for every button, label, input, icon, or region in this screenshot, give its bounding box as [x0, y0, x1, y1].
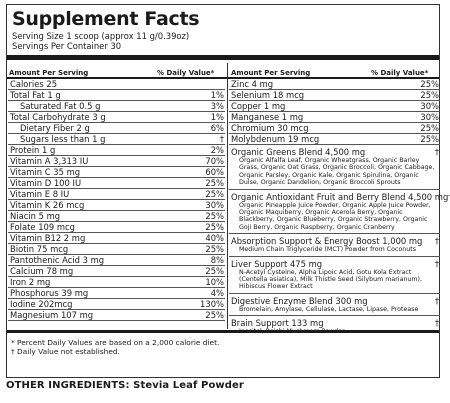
nutrient-dv: 6% [210, 123, 224, 133]
nutrient-name: Sugars less than 1 g [20, 134, 106, 144]
nutrient-name: Vitamin E 8 IU [10, 189, 70, 199]
blend-dv: † [434, 147, 439, 157]
nutrient-name: Copper 1 mg [231, 101, 286, 111]
footer-rule [7, 330, 439, 333]
footnote-daily-value: * Percent Daily Values are based on a 2,000 calorie diet. [11, 338, 220, 347]
blend-block [229, 145, 440, 190]
nutrient-dv: 25% [205, 266, 224, 276]
serving-size: Serving Size 1 scoop (approx 11 g/0.39oz) [12, 31, 190, 41]
nutrient-row [8, 200, 225, 211]
nutrient-name: Vitamin K 26 mcg [10, 200, 85, 210]
blend-name: Liver Support 475 mg [231, 258, 323, 269]
blend-ingredients: Bromelain, Amylase, Cellulase, Lactase, Lipase, Protease [239, 305, 419, 313]
nutrient-dv: 10% [205, 277, 224, 287]
blend-header [231, 318, 439, 328]
nutrient-row [8, 90, 225, 101]
nutrient-dv: 25% [420, 123, 439, 133]
nutrient-row [8, 277, 225, 288]
nutrient-row [229, 134, 440, 145]
nutrient-dv: 25% [420, 134, 439, 144]
nutrient-row [8, 134, 225, 145]
nutrient-name: Pantothenic Acid 3 mg [10, 255, 105, 265]
nutrient-row [8, 288, 225, 299]
nutrient-dv: 25% [420, 79, 439, 89]
nutrient-dv: 25% [205, 222, 224, 232]
blend-ingredients: Organic Alfalfa Leaf, Organic Wheatgrass, Organic Barley Grass, Organic Oat Grass, Organic Broccoli, Organic Cabbage, Organic Parsley, Organic Kale, Organic Spirulina, Organic Dulse, Organic Dandelion, Organic Broccoli Sprouts [239, 157, 435, 187]
nutrient-name: Total Fat 1 g [10, 90, 61, 100]
nutrient-name: Calories 25 [10, 79, 58, 89]
blend-name: Digestive Enzyme Blend 300 mg [231, 295, 368, 306]
nutrient-row [229, 101, 440, 112]
nutrient-name: Saturated Fat 0.5 g [20, 101, 101, 111]
blend-block [229, 294, 440, 316]
blend-dv: † [434, 236, 439, 247]
blend-ingredients: Medium Chain Triglyceride (MCT) Powder from Coconuts [239, 246, 417, 254]
nutrient-row [229, 79, 440, 90]
nutrient-row [229, 112, 440, 123]
nutrient-dv: 1% [210, 90, 224, 100]
nutrient-row [8, 156, 225, 167]
nutrient-name: Dietary Fiber 2 g [20, 123, 90, 133]
nutrient-name: Niacin 5 mg [10, 211, 61, 221]
nutrient-name: Folate 109 mcg [10, 222, 75, 232]
supplement-facts-panel [6, 4, 449, 378]
blend-header [231, 147, 439, 157]
nutrient-dv: 130% [200, 299, 224, 309]
nutrient-name: Vitamin B12 2 mg [10, 233, 86, 243]
nutrient-dv: 3% [210, 101, 224, 111]
blend-block [229, 234, 440, 256]
servings-per-container: Servings Per Container 30 [12, 41, 122, 51]
blend-block [229, 257, 440, 294]
nutrient-row [8, 101, 225, 112]
nutrient-row [8, 145, 225, 156]
right-col-amount-header: Amount Per Serving [231, 69, 311, 77]
nutrient-row [229, 123, 440, 134]
nutrient-dv: 30% [420, 101, 439, 111]
nutrient-dv: 1% [210, 112, 224, 122]
nutrient-dv: † [219, 134, 224, 144]
nutrient-dv: 4% [210, 288, 224, 298]
nutrient-name: Protein 1 g [10, 145, 56, 155]
nutrient-name: Zinc 4 mg [231, 79, 274, 89]
nutrient-dv: 8% [210, 255, 224, 265]
other-ingredients: OTHER INGREDIENTS: Stevia Leaf Powder [6, 380, 244, 391]
blend-header [231, 191, 449, 202]
left-nutrient-column [8, 79, 225, 321]
nutrient-dv: 2% [210, 145, 224, 155]
blend-block [229, 316, 440, 337]
blend-name: Organic Antioxidant Fruit and Berry Blend 4,500 mg [231, 191, 449, 202]
nutrient-name: Manganese 1 mg [231, 112, 304, 122]
nutrient-row [8, 233, 225, 244]
footnote-not-established: † Daily Value not established. [11, 347, 120, 356]
nutrient-name: Phosphorus 39 mg [10, 288, 89, 298]
nutrient-dv: 30% [420, 112, 439, 122]
left-col-amount-header: Amount Per Serving [9, 69, 89, 77]
blend-header [231, 296, 439, 306]
nutrient-name: Vitamin C 35 mg [10, 167, 81, 177]
nutrient-row [8, 244, 225, 255]
header-rule [7, 55, 439, 60]
blend-ingredients: Organic Pineapple Juice Powder, Organic Apple Juice Powder, Organic Maquiberry, Organic Acerola Berry, Organic Blackberry, Organic Blueberry, Organic Strawberry, Organic Goji Berry, Organic Raspberry, Organic Cranberry [239, 201, 431, 231]
blend-dv: † [434, 318, 439, 329]
blend-header [231, 236, 439, 246]
nutrient-dv: 25% [205, 244, 224, 254]
nutrient-dv: 25% [205, 310, 224, 320]
right-nutrient-column [229, 79, 449, 338]
panel-title: Supplement Facts [12, 8, 200, 30]
nutrient-name: Chromium 30 mcg [231, 123, 309, 133]
nutrient-row [8, 211, 225, 222]
nutrient-dv: 25% [420, 90, 439, 100]
nutrient-name: Iron 2 mg [10, 277, 51, 287]
nutrient-name: Vitamin D 100 IU [10, 178, 82, 188]
nutrient-dv: 40% [205, 233, 224, 243]
nutrient-dv: 25% [205, 211, 224, 221]
blend-block [229, 190, 449, 235]
blend-name: Brain Support 133 mg [231, 318, 324, 329]
nutrient-row [8, 266, 225, 277]
nutrient-dv: 60% [205, 167, 224, 177]
blend-name: Organic Greens Blend 4,500 mg [231, 147, 366, 157]
blend-header [231, 259, 439, 269]
nutrient-name: Iodine 202mcg [10, 299, 73, 309]
nutrient-row [8, 189, 225, 200]
nutrient-row [8, 178, 225, 189]
right-col-dv-header: % Daily Value* [371, 69, 429, 77]
nutrient-row [8, 112, 225, 123]
nutrient-row [8, 123, 225, 134]
nutrient-name: Molybdenum 19 mcg [231, 134, 320, 144]
nutrient-row [8, 79, 225, 90]
nutrient-name: Magnesium 107 mg [10, 310, 94, 320]
nutrient-dv: 70% [205, 156, 224, 166]
nutrient-name: Vitamin A 3,313 IU [10, 156, 89, 166]
nutrient-dv: 25% [205, 178, 224, 188]
nutrient-name: Selenium 18 mcg [231, 90, 305, 100]
nutrient-row [8, 255, 225, 266]
nutrient-dv: 25% [205, 189, 224, 199]
nutrient-name: Biotin 75 mcg [10, 244, 69, 254]
nutrient-row [229, 90, 440, 101]
nutrient-dv: 30% [205, 200, 224, 210]
column-divider [227, 63, 228, 329]
blend-ingredients: N-Acetyl Cysteine, Alpha Lipoic Acid, Gotu Kola Extract (Centella asiatica), Milk Thistle Seed (Silybum marianum), Hibiscus Flower Extract [239, 268, 423, 291]
nutrient-name: Calcium 78 mg [10, 266, 74, 276]
blend-name: Absorption Support & Energy Boost 1,000 mg [231, 236, 423, 247]
nutrient-row [8, 222, 225, 233]
blend-dv: † [434, 295, 439, 306]
nutrient-name: Total Carbohydrate 3 g [10, 112, 106, 122]
nutrient-row [8, 299, 225, 310]
nutrient-row [8, 310, 225, 321]
blend-dv: † [434, 258, 439, 269]
left-col-dv-header: % Daily Value* [157, 69, 215, 77]
nutrient-row [8, 167, 225, 178]
